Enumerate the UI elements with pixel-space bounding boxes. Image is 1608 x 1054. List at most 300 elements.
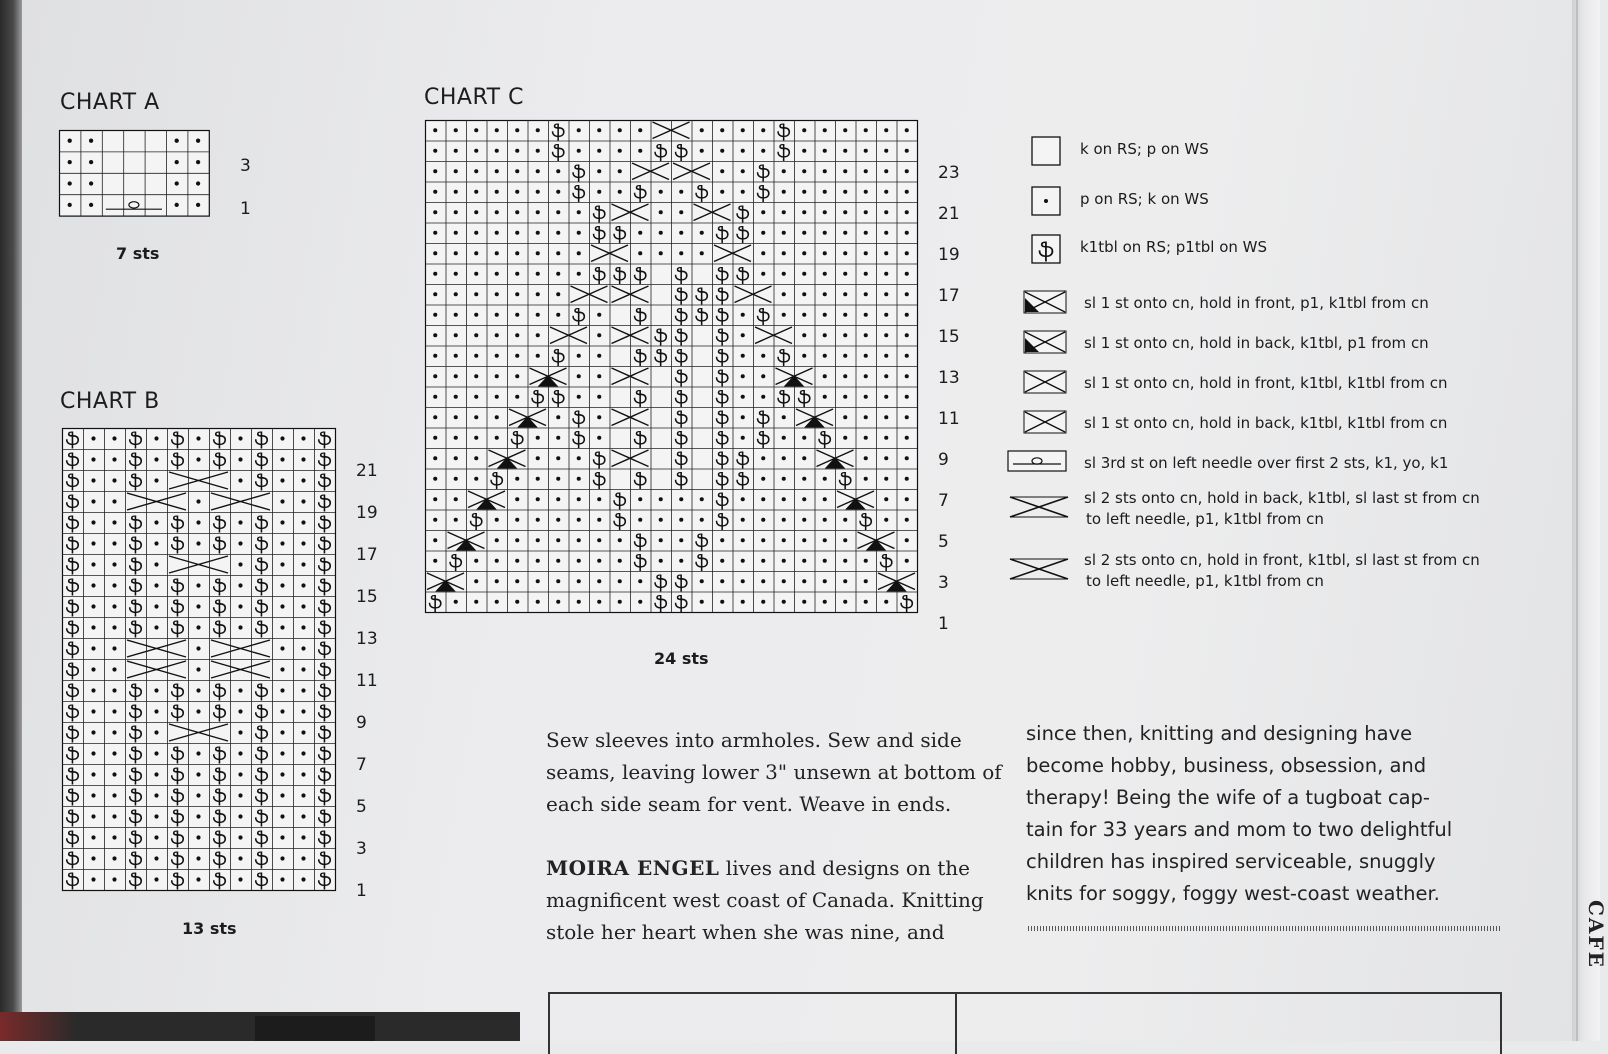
purl-symbol bbox=[112, 793, 116, 797]
purl-symbol bbox=[454, 128, 458, 132]
purl-symbol bbox=[238, 835, 242, 839]
purl-symbol bbox=[238, 436, 242, 440]
purl-symbol bbox=[474, 395, 478, 399]
purl-symbol bbox=[474, 559, 478, 563]
k1tbl-symbol: ֆ bbox=[715, 265, 730, 286]
key-label: sl 1 st onto cn, hold in front, p1, k1tbl from cn bbox=[1084, 294, 1429, 312]
purl-symbol bbox=[515, 518, 519, 522]
purl-symbol bbox=[301, 625, 305, 629]
purl-symbol bbox=[741, 497, 745, 501]
purl-symbol bbox=[495, 374, 499, 378]
purl-symbol bbox=[112, 583, 116, 587]
purl-symbol bbox=[700, 149, 704, 153]
purl-symbol bbox=[597, 538, 601, 542]
purl-symbol bbox=[720, 128, 724, 132]
purl-symbol bbox=[301, 709, 305, 713]
purl-symbol bbox=[301, 457, 305, 461]
purl-symbol bbox=[536, 251, 540, 255]
purl-symbol bbox=[597, 333, 601, 337]
text-line: seams, leaving lower 3" unsewn at bottom of bbox=[546, 760, 1002, 784]
key-label: p on RS; k on WS bbox=[1080, 190, 1209, 208]
purl-symbol bbox=[864, 169, 868, 173]
purl-symbol bbox=[474, 292, 478, 296]
purl-symbol bbox=[301, 856, 305, 860]
purl-symbol bbox=[495, 395, 499, 399]
purl-symbol bbox=[905, 395, 909, 399]
k1tbl-symbol: ֆ bbox=[128, 471, 143, 493]
k1tbl-symbol: ֆ bbox=[592, 470, 607, 491]
k1tbl-symbol: ֆ bbox=[128, 828, 143, 850]
purl-symbol bbox=[433, 497, 437, 501]
purl-symbol bbox=[301, 688, 305, 692]
purl-symbol bbox=[679, 251, 683, 255]
purl-symbol bbox=[843, 149, 847, 153]
purl-symbol bbox=[238, 793, 242, 797]
purl-symbol bbox=[843, 313, 847, 317]
chart-c-row-number: 23 bbox=[938, 162, 960, 183]
chart-a-row-number: 1 bbox=[240, 199, 251, 219]
purl-symbol bbox=[515, 313, 519, 317]
purl-symbol bbox=[536, 477, 540, 481]
k1tbl-symbol: ֆ bbox=[170, 744, 185, 766]
k1tbl-symbol: ֆ bbox=[212, 597, 227, 619]
purl-symbol bbox=[515, 477, 519, 481]
chart-b-row-number: 15 bbox=[356, 587, 378, 607]
k1tbl-symbol: ֆ bbox=[674, 367, 689, 388]
purl-symbol bbox=[659, 190, 663, 194]
purl-symbol bbox=[884, 210, 888, 214]
purl-symbol bbox=[154, 625, 158, 629]
purl-symbol bbox=[864, 190, 868, 194]
purl-symbol bbox=[823, 354, 827, 358]
purl-symbol bbox=[864, 374, 868, 378]
purl-symbol bbox=[454, 600, 458, 604]
purl-symbol bbox=[843, 354, 847, 358]
purl-symbol bbox=[301, 835, 305, 839]
purl-symbol bbox=[884, 600, 888, 604]
purl-symbol bbox=[91, 499, 95, 503]
purl-symbol bbox=[618, 169, 622, 173]
purl-symbol bbox=[741, 579, 745, 583]
k1tbl-symbol: ֆ bbox=[674, 572, 689, 593]
purl-symbol bbox=[536, 333, 540, 337]
k1tbl-symbol: ֆ bbox=[65, 429, 80, 451]
text-line: tain for 33 years and mom to two delightful bbox=[1026, 818, 1453, 841]
purl-symbol bbox=[238, 478, 242, 482]
purl-symbol bbox=[782, 559, 786, 563]
purl-symbol bbox=[659, 210, 663, 214]
purl-symbol bbox=[454, 190, 458, 194]
purl-symbol bbox=[433, 374, 437, 378]
k1tbl-symbol: ֆ bbox=[551, 347, 566, 368]
key-label-line: to left needle, p1, k1tbl from cn bbox=[1086, 572, 1324, 590]
purl-symbol bbox=[905, 333, 909, 337]
purl-symbol bbox=[577, 128, 581, 132]
text-line: each side seam for vent. Weave in ends. bbox=[546, 792, 952, 816]
purl-symbol bbox=[454, 497, 458, 501]
purl-symbol bbox=[843, 190, 847, 194]
purl-symbol bbox=[154, 835, 158, 839]
purl-symbol bbox=[905, 251, 909, 255]
purl-symbol bbox=[280, 814, 284, 818]
key-label: sl 1 st onto cn, hold in back, k1tbl, k1tbl from cn bbox=[1084, 414, 1448, 432]
k1tbl-symbol bbox=[1031, 234, 1061, 264]
k1tbl-symbol: ֆ bbox=[254, 681, 269, 703]
purl-symbol bbox=[884, 292, 888, 296]
purl-symbol bbox=[720, 190, 724, 194]
purl-symbol bbox=[802, 149, 806, 153]
purl-symbol bbox=[659, 251, 663, 255]
purl-symbol bbox=[280, 646, 284, 650]
purl-symbol bbox=[433, 231, 437, 235]
k1tbl-symbol: ֆ bbox=[254, 597, 269, 619]
key-label: sl 3rd st on left needle over first 2 sts, k1, yo, k1 bbox=[1084, 454, 1449, 472]
k1tbl-symbol: ֆ bbox=[170, 597, 185, 619]
k1tbl-symbol: ֆ bbox=[254, 471, 269, 493]
purl-symbol bbox=[280, 583, 284, 587]
k1tbl-symbol: ֆ bbox=[592, 265, 607, 286]
purl-symbol bbox=[843, 436, 847, 440]
purl-symbol bbox=[679, 538, 683, 542]
purl-symbol bbox=[474, 436, 478, 440]
purl-symbol bbox=[741, 313, 745, 317]
purl-symbol bbox=[433, 292, 437, 296]
purl-symbol bbox=[433, 436, 437, 440]
purl-symbol bbox=[515, 395, 519, 399]
k1tbl-symbol: ֆ bbox=[317, 534, 332, 556]
purl-symbol bbox=[597, 436, 601, 440]
chart-c-row-number: 9 bbox=[938, 449, 949, 470]
purl-symbol bbox=[238, 625, 242, 629]
purl-symbol bbox=[301, 793, 305, 797]
k1tbl-symbol: ֆ bbox=[317, 828, 332, 850]
purl-symbol bbox=[495, 518, 499, 522]
purl-symbol bbox=[154, 730, 158, 734]
purl-symbol bbox=[638, 149, 642, 153]
purl-symbol bbox=[659, 518, 663, 522]
k1tbl-symbol: ֆ bbox=[489, 470, 504, 491]
k1tbl-symbol: ֆ bbox=[65, 723, 80, 745]
chart-b-row-number: 3 bbox=[356, 839, 367, 859]
purl-symbol bbox=[823, 231, 827, 235]
purl-symbol bbox=[433, 190, 437, 194]
k1tbl-symbol: ֆ bbox=[212, 702, 227, 724]
purl-symbol bbox=[238, 730, 242, 734]
k1tbl-symbol: ֆ bbox=[756, 306, 771, 327]
purl-symbol bbox=[802, 272, 806, 276]
purl-symbol bbox=[864, 477, 868, 481]
purl-symbol bbox=[495, 231, 499, 235]
purl-symbol bbox=[700, 128, 704, 132]
purl-symbol bbox=[597, 128, 601, 132]
purl-symbol bbox=[495, 436, 499, 440]
purl-symbol bbox=[843, 292, 847, 296]
purl-symbol bbox=[196, 625, 200, 629]
bio-first-line: MOIRA ENGEL lives and designs on the bbox=[546, 856, 970, 880]
purl-symbol bbox=[864, 128, 868, 132]
purl-symbol bbox=[238, 457, 242, 461]
purl-symbol bbox=[454, 415, 458, 419]
purl-symbol bbox=[720, 538, 724, 542]
purl-symbol bbox=[175, 203, 179, 207]
purl-symbol bbox=[556, 497, 560, 501]
purl-symbol bbox=[782, 518, 786, 522]
purl-symbol bbox=[577, 354, 581, 358]
purl-symbol bbox=[884, 436, 888, 440]
purl-symbol bbox=[720, 149, 724, 153]
k1tbl-symbol: ֆ bbox=[317, 702, 332, 724]
purl-symbol bbox=[843, 272, 847, 276]
text-line: children has inspired serviceable, snuggly bbox=[1026, 850, 1436, 873]
k1tbl-symbol: ֆ bbox=[254, 723, 269, 745]
purl-symbol bbox=[154, 436, 158, 440]
purl-symbol bbox=[823, 251, 827, 255]
k1tbl-symbol: ֆ bbox=[674, 306, 689, 327]
k1tbl-symbol: ֆ bbox=[317, 618, 332, 640]
purl-symbol bbox=[741, 395, 745, 399]
table-header-edge bbox=[548, 992, 1502, 1054]
purl-symbol bbox=[638, 128, 642, 132]
purl-symbol bbox=[301, 436, 305, 440]
k1tbl-symbol: ֆ bbox=[510, 429, 525, 450]
purl-symbol bbox=[823, 169, 827, 173]
purl-symbol bbox=[112, 772, 116, 776]
purl-symbol bbox=[474, 251, 478, 255]
purl-symbol bbox=[536, 456, 540, 460]
k1tbl-symbol: ֆ bbox=[254, 576, 269, 598]
purl-symbol bbox=[515, 559, 519, 563]
purl-symbol bbox=[515, 190, 519, 194]
purl-symbol bbox=[577, 579, 581, 583]
purl-symbol bbox=[597, 313, 601, 317]
purl-symbol bbox=[112, 730, 116, 734]
purl-symbol bbox=[843, 169, 847, 173]
k1tbl-symbol: ֆ bbox=[571, 183, 586, 204]
purl-symbol bbox=[864, 272, 868, 276]
purl-symbol bbox=[515, 251, 519, 255]
purl-symbol bbox=[741, 538, 745, 542]
purl-symbol bbox=[741, 169, 745, 173]
purl-symbol bbox=[823, 128, 827, 132]
purl-symbol bbox=[474, 231, 478, 235]
purl-symbol bbox=[577, 600, 581, 604]
purl-symbol bbox=[597, 149, 601, 153]
purl-symbol bbox=[495, 169, 499, 173]
purl-symbol bbox=[196, 751, 200, 755]
k1tbl-symbol: ֆ bbox=[170, 702, 185, 724]
chart-b-grid bbox=[62, 428, 338, 892]
purl-symbol bbox=[433, 518, 437, 522]
purl-symbol bbox=[474, 600, 478, 604]
chart-b-row-number: 13 bbox=[356, 629, 378, 649]
purl-symbol bbox=[802, 292, 806, 296]
purl-symbol bbox=[638, 231, 642, 235]
purl-symbol bbox=[700, 231, 704, 235]
purl-symbol bbox=[761, 272, 765, 276]
k1tbl-symbol: ֆ bbox=[254, 450, 269, 472]
purl-symbol bbox=[280, 835, 284, 839]
designer-name: MOIRA ENGEL bbox=[546, 856, 720, 880]
purl-symbol bbox=[843, 559, 847, 563]
purl-symbol bbox=[536, 231, 540, 235]
purl-symbol bbox=[196, 160, 200, 164]
purl-symbol bbox=[196, 814, 200, 818]
purl-symbol bbox=[238, 583, 242, 587]
k1tbl-symbol: ֆ bbox=[817, 429, 832, 450]
k1tbl-symbol: ֆ bbox=[756, 408, 771, 429]
k1tbl-symbol: ֆ bbox=[128, 576, 143, 598]
purl-symbol bbox=[884, 231, 888, 235]
k1tbl-symbol: ֆ bbox=[128, 450, 143, 472]
purl-symbol bbox=[679, 210, 683, 214]
purl-symbol bbox=[536, 272, 540, 276]
purl-symbol bbox=[495, 210, 499, 214]
k1tbl-symbol: ֆ bbox=[254, 870, 269, 892]
key-label bbox=[1084, 488, 1480, 530]
purl-symbol bbox=[238, 751, 242, 755]
purl-symbol bbox=[112, 478, 116, 482]
purl-symbol bbox=[864, 579, 868, 583]
purl-symbol bbox=[802, 333, 806, 337]
k1tbl-symbol: ֆ bbox=[65, 660, 80, 682]
k1tbl-symbol: ֆ bbox=[735, 224, 750, 245]
purl-symbol bbox=[112, 457, 116, 461]
purl-symbol bbox=[301, 814, 305, 818]
k1tbl-symbol: ֆ bbox=[530, 388, 545, 409]
purl-symbol bbox=[577, 374, 581, 378]
purl-symbol bbox=[301, 583, 305, 587]
purl-symbol bbox=[597, 395, 601, 399]
k1tbl-symbol: ֆ bbox=[65, 744, 80, 766]
purl-symbol bbox=[433, 456, 437, 460]
finishing-text bbox=[546, 724, 1016, 948]
purl-symbol bbox=[154, 856, 158, 860]
k1tbl-symbol: ֆ bbox=[653, 593, 668, 614]
k1tbl-symbol: ֆ bbox=[612, 490, 627, 511]
chart-b-stitch-count: 13 sts bbox=[182, 919, 237, 938]
purl-symbol bbox=[864, 436, 868, 440]
purl-symbol bbox=[280, 667, 284, 671]
purl-symbol bbox=[454, 169, 458, 173]
purl-symbol bbox=[175, 160, 179, 164]
purl-symbol bbox=[741, 600, 745, 604]
purl-symbol bbox=[112, 625, 116, 629]
purl-symbol bbox=[802, 169, 806, 173]
purl-symbol bbox=[301, 751, 305, 755]
purl-symbol bbox=[864, 251, 868, 255]
purl-symbol bbox=[112, 877, 116, 881]
purl-symbol bbox=[884, 190, 888, 194]
purl-symbol bbox=[905, 538, 909, 542]
purl-symbol bbox=[638, 579, 642, 583]
k1tbl-symbol: ֆ bbox=[212, 765, 227, 787]
section-divider bbox=[1028, 926, 1500, 931]
purl-symbol bbox=[905, 518, 909, 522]
cross-3-front-symbol bbox=[1008, 556, 1070, 582]
chart-b-row-number: 1 bbox=[356, 881, 367, 901]
key-label: k1tbl on RS; p1tbl on WS bbox=[1080, 238, 1267, 256]
purl-symbol bbox=[515, 272, 519, 276]
k1tbl-symbol: ֆ bbox=[317, 786, 332, 808]
purl-symbol bbox=[741, 354, 745, 358]
purl-symbol bbox=[556, 272, 560, 276]
k1tbl-symbol: ֆ bbox=[612, 224, 627, 245]
purl-symbol bbox=[556, 313, 560, 317]
k1tbl-symbol: ֆ bbox=[128, 597, 143, 619]
k1tbl-symbol: ֆ bbox=[317, 870, 332, 892]
purl-symbol bbox=[515, 600, 519, 604]
purl-symbol bbox=[577, 210, 581, 214]
purl-symbol bbox=[536, 292, 540, 296]
k1tbl-symbol: ֆ bbox=[879, 552, 894, 573]
chart-b-row-number: 11 bbox=[356, 671, 378, 691]
purl-symbol bbox=[91, 541, 95, 545]
purl-symbol bbox=[91, 667, 95, 671]
purl-symbol bbox=[515, 231, 519, 235]
k1tbl-symbol: ֆ bbox=[170, 576, 185, 598]
purl-symbol bbox=[905, 497, 909, 501]
purl-symbol bbox=[618, 149, 622, 153]
chart-c-row-number: 17 bbox=[938, 285, 960, 306]
key-label: k on RS; p on WS bbox=[1080, 140, 1209, 158]
purl-symbol bbox=[196, 181, 200, 185]
purl-symbol bbox=[196, 793, 200, 797]
k1tbl-symbol: ֆ bbox=[212, 681, 227, 703]
purl-symbol bbox=[802, 210, 806, 214]
purl-symbol bbox=[433, 354, 437, 358]
purl-symbol bbox=[761, 374, 765, 378]
purl-symbol bbox=[843, 231, 847, 235]
k1tbl-symbol: ֆ bbox=[128, 555, 143, 577]
purl-symbol bbox=[884, 518, 888, 522]
purl-symbol bbox=[454, 272, 458, 276]
purl-symbol bbox=[741, 333, 745, 337]
purl-symbol bbox=[196, 667, 200, 671]
purl-symbol bbox=[864, 292, 868, 296]
purl-symbol bbox=[301, 877, 305, 881]
purl-symbol bbox=[700, 497, 704, 501]
purl-symbol bbox=[905, 374, 909, 378]
purl-symbol bbox=[597, 169, 601, 173]
purl-symbol bbox=[154, 877, 158, 881]
purl-symbol bbox=[238, 772, 242, 776]
purl-symbol bbox=[782, 456, 786, 460]
purl-symbol bbox=[782, 251, 786, 255]
purl-symbol bbox=[454, 210, 458, 214]
purl-symbol bbox=[720, 559, 724, 563]
purl-symbol bbox=[782, 497, 786, 501]
purl-symbol bbox=[700, 600, 704, 604]
purl-symbol bbox=[154, 688, 158, 692]
purl-symbol bbox=[843, 374, 847, 378]
purl-symbol bbox=[761, 395, 765, 399]
text-line: since then, knitting and designing have bbox=[1026, 722, 1413, 745]
purl-symbol bbox=[112, 667, 116, 671]
purl-symbol bbox=[741, 149, 745, 153]
purl-symbol bbox=[515, 333, 519, 337]
purl-symbol bbox=[843, 210, 847, 214]
purl-symbol bbox=[515, 497, 519, 501]
purl-symbol bbox=[782, 210, 786, 214]
purl-symbol bbox=[597, 374, 601, 378]
k1tbl-symbol: ֆ bbox=[170, 450, 185, 472]
purl-symbol bbox=[597, 559, 601, 563]
purl-symbol bbox=[495, 559, 499, 563]
purl-symbol bbox=[536, 190, 540, 194]
purl-symbol bbox=[515, 128, 519, 132]
purl-symbol bbox=[536, 518, 540, 522]
k1tbl-symbol: ֆ bbox=[212, 807, 227, 829]
